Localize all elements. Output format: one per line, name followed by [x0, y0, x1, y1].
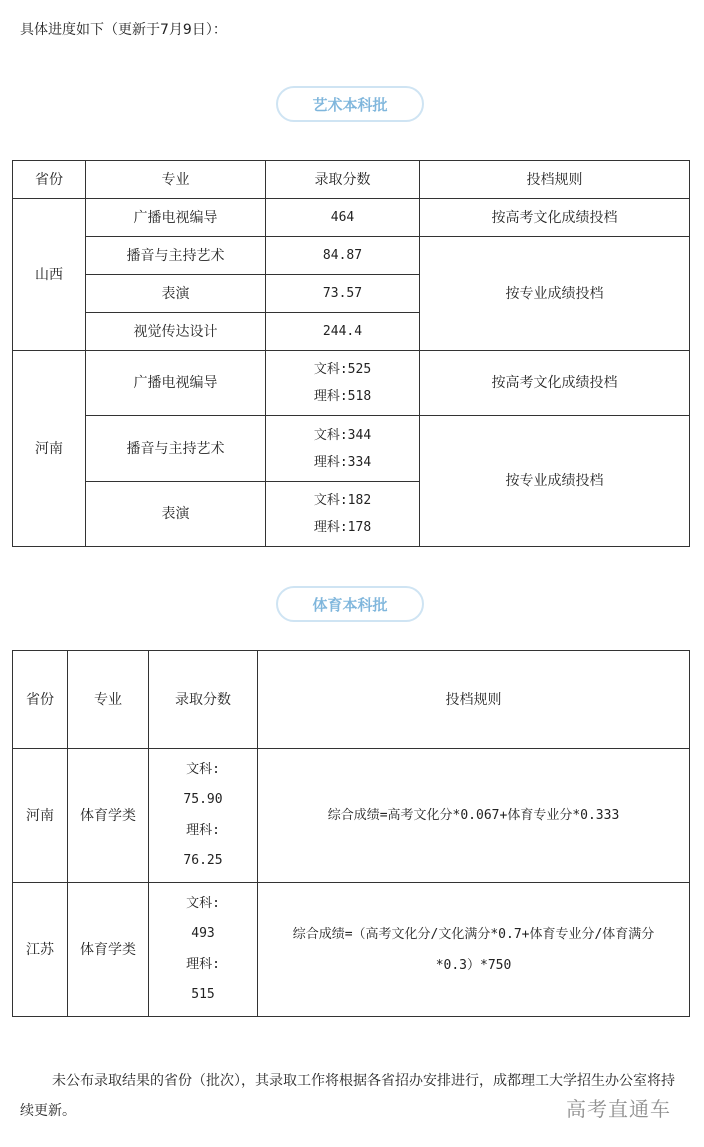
score-line: 文科:: [186, 895, 220, 911]
table-row: [13, 749, 690, 883]
score-li: 理科:518: [313, 389, 372, 404]
score-line: 理科:: [186, 956, 220, 972]
score-cell: [266, 416, 420, 482]
rule-line: *0.3）*750: [435, 957, 512, 973]
rule-line: 综合成绩=（高考文化分/文化满分*0.7+体育专业分/体育满分: [292, 926, 655, 942]
major-cell: 视觉传达设计: [86, 313, 266, 351]
score-line: 515: [191, 987, 215, 1002]
table-row: [13, 237, 690, 275]
major-cell: 广播电视编导: [86, 351, 266, 416]
major-cell: 体育学类: [68, 883, 149, 1017]
rule-cell: 按专业成绩投档: [420, 237, 690, 351]
province-cell: 河南: [13, 351, 86, 547]
header-score: 录取分数: [149, 651, 258, 749]
score-line: 493: [191, 926, 215, 941]
score-cell: [266, 351, 420, 416]
header-score: 录取分数: [266, 161, 420, 199]
rule-line: 综合成绩=高考文化分*0.067+体育专业分*0.333: [327, 808, 620, 823]
score-cell: 84.87: [266, 237, 420, 275]
score-wen: 文科:344: [313, 427, 372, 443]
sports-section-title: 体育本科批: [276, 586, 424, 622]
header-major: 专业: [68, 651, 149, 749]
score-line: 理科:: [186, 822, 220, 838]
header-major: 专业: [86, 161, 266, 199]
score-wen: 文科:182: [313, 493, 372, 508]
score-cell: [266, 482, 420, 547]
score-wen: 文科:525: [313, 362, 372, 377]
sports-admission-table: [12, 650, 690, 1017]
art-section-title: 艺术本科批: [276, 86, 424, 122]
score-li: 理科:178: [313, 520, 372, 535]
province-cell: 江苏: [13, 883, 68, 1017]
major-cell: 体育学类: [68, 749, 149, 883]
score-line: 76.25: [183, 853, 223, 868]
major-cell: 表演: [86, 482, 266, 547]
header-rule: 投档规则: [420, 161, 690, 199]
rule-cell: 按专业成绩投档: [420, 416, 690, 547]
major-cell: 表演: [86, 275, 266, 313]
score-cell: [149, 749, 258, 883]
major-cell: 播音与主持艺术: [86, 416, 266, 482]
score-line: 文科:: [186, 761, 220, 777]
score-cell: 244.4: [266, 313, 420, 351]
major-cell: 播音与主持艺术: [86, 237, 266, 275]
table-row: [13, 416, 690, 482]
intro-text: 具体进度如下（更新于7月9日）：: [20, 22, 227, 38]
header-province: 省份: [13, 651, 68, 749]
rule-cell: [258, 749, 690, 883]
score-li: 理科:334: [313, 454, 372, 470]
table-row: [13, 351, 690, 416]
watermark-text: 高考直通车: [566, 1097, 671, 1121]
score-line: 75.90: [183, 792, 223, 807]
art-admission-table: [12, 160, 690, 547]
table-row: [13, 199, 690, 237]
rule-cell: 按高考文化成绩投档: [420, 351, 690, 416]
major-cell: 广播电视编导: [86, 199, 266, 237]
header-rule: 投档规则: [258, 651, 690, 749]
province-cell: 山西: [13, 199, 86, 351]
rule-cell: [258, 883, 690, 1017]
table-header-row: [13, 651, 690, 749]
table-header-row: [13, 161, 690, 199]
score-cell: 73.57: [266, 275, 420, 313]
score-cell: 464: [266, 199, 420, 237]
table-row: [13, 883, 690, 1017]
rule-cell: 按高考文化成绩投档: [420, 199, 690, 237]
footer-note: 未公布录取结果的省份（批次），其录取工作将根据各省招办安排进行，成都理工大学招生办公室将持续更新。: [20, 1073, 675, 1119]
province-cell: 河南: [13, 749, 68, 883]
header-province: 省份: [13, 161, 86, 199]
score-cell: [149, 883, 258, 1017]
